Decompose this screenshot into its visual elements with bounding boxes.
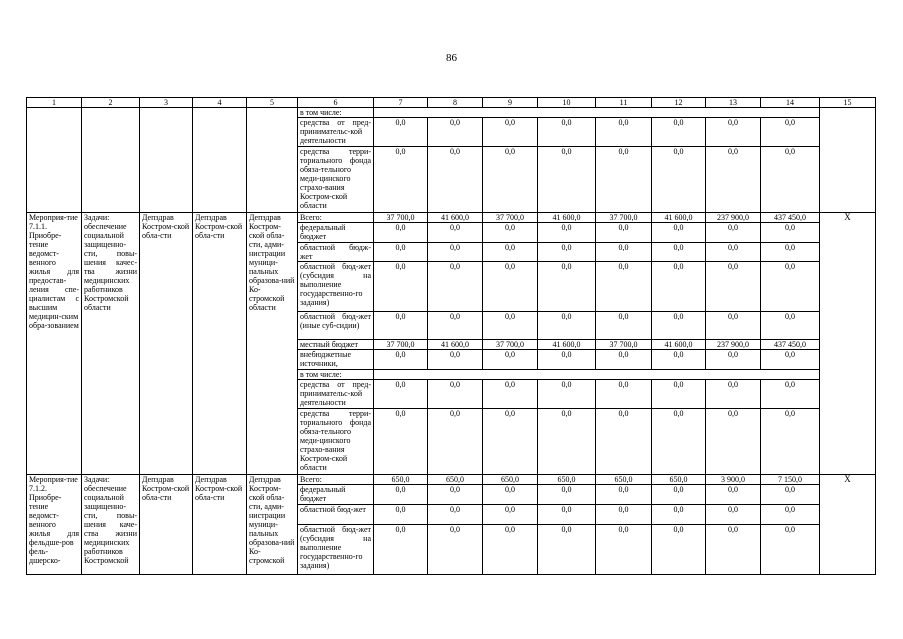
column-header-9: 9	[483, 98, 538, 108]
cont-row0-values-empty	[374, 108, 820, 118]
column-header-2: 2	[82, 98, 140, 108]
block1-row1-col14-value: 0,0	[761, 223, 820, 243]
block1-row6-col12-value: 0,0	[652, 350, 706, 370]
block2-row2-col11-value: 0,0	[596, 505, 652, 525]
block1-row5-col7-value: 37 700,0	[374, 340, 428, 350]
co-executor: Депздрав Костром-ской обла-сти	[193, 475, 247, 575]
block1-row0-col12-value: 41 600,0	[652, 213, 706, 223]
block2-row1-col12-value: 0,0	[652, 485, 706, 505]
block1-row0-col14-value: 437 450,0	[761, 213, 820, 223]
source-label: областной бюд-жет (субсидия на выполнение государственно-го задания)	[298, 262, 374, 312]
block2-row3-col11-value: 0,0	[596, 525, 652, 575]
block1-row0-col8-value: 41 600,0	[428, 213, 483, 223]
block1-row1-col8-value: 0,0	[428, 223, 483, 243]
block1-row3-col8-value: 0,0	[428, 262, 483, 312]
cont-row1-col12-value: 0,0	[652, 118, 706, 147]
block1-row5-col14-value: 437 450,0	[761, 340, 820, 350]
cont-col15-cell	[820, 108, 876, 213]
block1-row9-col8-value: 0,0	[428, 409, 483, 475]
block1-row4-col7-value: 0,0	[374, 312, 428, 340]
block2-row2-col8-value: 0,0	[428, 505, 483, 525]
block2-row3-col12-value: 0,0	[652, 525, 706, 575]
block1-row1-col9-value: 0,0	[483, 223, 538, 243]
cont-row1-col8-value: 0,0	[428, 118, 483, 147]
block1-row1-col11-value: 0,0	[596, 223, 652, 243]
cont-row1-col13-value: 0,0	[706, 118, 761, 147]
block2-row2-col14-value: 0,0	[761, 505, 820, 525]
block1-row4-col12-value: 0,0	[652, 312, 706, 340]
cont-row2-col7-value: 0,0	[374, 147, 428, 213]
block1-row1-col7-value: 0,0	[374, 223, 428, 243]
block1-row2-col10-value: 0,0	[538, 243, 596, 262]
block2-row3-col10-value: 0,0	[538, 525, 596, 575]
block2-row1-col9-value: 0,0	[483, 485, 538, 505]
cont-row2-col9-value: 0,0	[483, 147, 538, 213]
block1-row3-col10-value: 0,0	[538, 262, 596, 312]
mark-x: X	[820, 475, 876, 575]
source-label: в том числе:	[298, 370, 374, 380]
activity-name: Мероприя-тие 7.1.2. Приобре-тение ведомст-венного жилья для фельдше-ров фель-дшерско-	[27, 475, 82, 575]
block1-row6-col9-value: 0,0	[483, 350, 538, 370]
block1-row3-col13-value: 0,0	[706, 262, 761, 312]
block2-row2-col13-value: 0,0	[706, 505, 761, 525]
cont-row1-col10-value: 0,0	[538, 118, 596, 147]
block1-row0-col13-value: 237 900,0	[706, 213, 761, 223]
block1-row1-col12-value: 0,0	[652, 223, 706, 243]
block2-row1-col11-value: 0,0	[596, 485, 652, 505]
block2-row2-col12-value: 0,0	[652, 505, 706, 525]
block2-row1-col7-value: 0,0	[374, 485, 428, 505]
cont-row1-col7-value: 0,0	[374, 118, 428, 147]
block1-row9-col10-value: 0,0	[538, 409, 596, 475]
block1-row6-col7-value: 0,0	[374, 350, 428, 370]
block1-row0-col7-value: 37 700,0	[374, 213, 428, 223]
block2-row0-col9-value: 650,0	[483, 475, 538, 485]
page-number: 86	[446, 52, 457, 64]
block1-row5-col11-value: 37 700,0	[596, 340, 652, 350]
block2-row1-col14-value: 0,0	[761, 485, 820, 505]
block1-row9-col12-value: 0,0	[652, 409, 706, 475]
block1-row9-col7-value: 0,0	[374, 409, 428, 475]
source-label: средства от пред-принимательс-кой деятельности	[298, 118, 374, 147]
block1-row4-col9-value: 0,0	[483, 312, 538, 340]
block1-row4-col14-value: 0,0	[761, 312, 820, 340]
cont-row1-col9-value: 0,0	[483, 118, 538, 147]
block1-row3-col11-value: 0,0	[596, 262, 652, 312]
cont-col2-cell	[82, 108, 140, 213]
source-label: средства терри-ториального фонда обяза-тельного меди-цинского страхо-вания Костром-ской области	[298, 147, 374, 213]
block2-row1-col10-value: 0,0	[538, 485, 596, 505]
block1-row9-col9-value: 0,0	[483, 409, 538, 475]
cont-row2-col13-value: 0,0	[706, 147, 761, 213]
co-executor: Депздрав Костром-ской обла-сти	[193, 213, 247, 475]
block2-row3-col14-value: 0,0	[761, 525, 820, 575]
column-header-13: 13	[706, 98, 761, 108]
continuation-row	[27, 108, 876, 118]
block2-row2-col7-value: 0,0	[374, 505, 428, 525]
column-header-5: 5	[247, 98, 298, 108]
block2-row1-col8-value: 0,0	[428, 485, 483, 505]
budget-table	[26, 97, 876, 575]
block1-row	[27, 213, 876, 223]
block1-row4-col8-value: 0,0	[428, 312, 483, 340]
column-header-1: 1	[27, 98, 82, 108]
block1-row3-col9-value: 0,0	[483, 262, 538, 312]
block1-row8-col14-value: 0,0	[761, 380, 820, 409]
block2-row0-col11-value: 650,0	[596, 475, 652, 485]
source-label: средства терри-ториального фонда обяза-тельного меди-цинского страхо-вания Костром-ской области	[298, 409, 374, 475]
block1-row1-col13-value: 0,0	[706, 223, 761, 243]
source-label: областной бюд-жет (иные суб-сидии)	[298, 312, 374, 340]
block1-row3-col14-value: 0,0	[761, 262, 820, 312]
cont-row1-col14-value: 0,0	[761, 118, 820, 147]
block2-row0-col13-value: 3 900,0	[706, 475, 761, 485]
block1-row8-col13-value: 0,0	[706, 380, 761, 409]
column-header-3: 3	[140, 98, 193, 108]
column-header-14: 14	[761, 98, 820, 108]
block1-row7-values-empty	[374, 370, 820, 380]
block1-row3-col7-value: 0,0	[374, 262, 428, 312]
block1-row2-col14-value: 0,0	[761, 243, 820, 262]
cont-col4-cell	[193, 108, 247, 213]
cont-row1-col11-value: 0,0	[596, 118, 652, 147]
block1-row2-col12-value: 0,0	[652, 243, 706, 262]
block1-row0-col11-value: 37 700,0	[596, 213, 652, 223]
source-label: областной бюдж-жет	[298, 243, 374, 262]
block1-row8-col7-value: 0,0	[374, 380, 428, 409]
block2-row3-col13-value: 0,0	[706, 525, 761, 575]
column-header-8: 8	[428, 98, 483, 108]
block2-row3-col9-value: 0,0	[483, 525, 538, 575]
activity-task: Задачи: обеспечение социальной защищенно-сти, повы-шения качес-тва жизни медицинских работников Костромской области	[82, 213, 140, 475]
cont-col5-cell	[247, 108, 298, 213]
block2-row0-col8-value: 650,0	[428, 475, 483, 485]
block2-row0-col10-value: 650,0	[538, 475, 596, 485]
source-label: местный бюджет	[298, 340, 374, 350]
block1-row8-col9-value: 0,0	[483, 380, 538, 409]
block1-row3-col12-value: 0,0	[652, 262, 706, 312]
block1-row2-col7-value: 0,0	[374, 243, 428, 262]
cont-col1-cell	[27, 108, 82, 213]
source-label: в том числе:	[298, 108, 374, 118]
block1-row2-col8-value: 0,0	[428, 243, 483, 262]
participants: Депздрав Костром-ской обла-сти, адми-нистрации муници-пальных образова-ний Ко-стромской области	[247, 213, 298, 475]
source-label: федеральный бюджет	[298, 223, 374, 243]
block2-row2-col9-value: 0,0	[483, 505, 538, 525]
participants: Депздрав Костром-ской обла-сти, адми-нистрации муници-пальных образова-ний Ко-стромской	[247, 475, 298, 575]
column-header-7: 7	[374, 98, 428, 108]
block1-row0-col10-value: 41 600,0	[538, 213, 596, 223]
block1-row5-col9-value: 37 700,0	[483, 340, 538, 350]
block1-row2-col9-value: 0,0	[483, 243, 538, 262]
block1-row6-col11-value: 0,0	[596, 350, 652, 370]
column-header-10: 10	[538, 98, 596, 108]
block1-row2-col11-value: 0,0	[596, 243, 652, 262]
block1-row0-col9-value: 37 700,0	[483, 213, 538, 223]
source-label: Всего:	[298, 213, 374, 223]
source-label: Всего:	[298, 475, 374, 485]
block1-row8-col10-value: 0,0	[538, 380, 596, 409]
block2-row2-col10-value: 0,0	[538, 505, 596, 525]
block1-row4-col11-value: 0,0	[596, 312, 652, 340]
column-header-11: 11	[596, 98, 652, 108]
block1-row5-col8-value: 41 600,0	[428, 340, 483, 350]
cont-row2-col12-value: 0,0	[652, 147, 706, 213]
column-header-4: 4	[193, 98, 247, 108]
cont-col3-cell	[140, 108, 193, 213]
block2-row0-col7-value: 650,0	[374, 475, 428, 485]
block2-row	[27, 475, 876, 485]
block1-row4-col10-value: 0,0	[538, 312, 596, 340]
block1-row5-col13-value: 237 900,0	[706, 340, 761, 350]
block1-row8-col11-value: 0,0	[596, 380, 652, 409]
block2-row3-col7-value: 0,0	[374, 525, 428, 575]
source-label: федеральный бюджет	[298, 485, 374, 505]
block1-row9-col13-value: 0,0	[706, 409, 761, 475]
cont-row2-col10-value: 0,0	[538, 147, 596, 213]
block1-row6-col10-value: 0,0	[538, 350, 596, 370]
block1-row8-col8-value: 0,0	[428, 380, 483, 409]
block1-row5-col10-value: 41 600,0	[538, 340, 596, 350]
block2-row3-col8-value: 0,0	[428, 525, 483, 575]
block1-row1-col10-value: 0,0	[538, 223, 596, 243]
block1-row9-col14-value: 0,0	[761, 409, 820, 475]
block1-row9-col11-value: 0,0	[596, 409, 652, 475]
block2-row1-col13-value: 0,0	[706, 485, 761, 505]
header-row	[27, 98, 876, 108]
column-header-12: 12	[652, 98, 706, 108]
column-header-6: 6	[298, 98, 374, 108]
responsible-executor: Депздрав Костром-ской обла-сти	[140, 213, 193, 475]
activity-task: Задачи: обеспечение социальной защищенно-сти, повы-шения каче-ства жизни медицинских работников Костромской	[82, 475, 140, 575]
source-label: внебюджетные источники,	[298, 350, 374, 370]
activity-name: Мероприя-тие 7.1.1. Приобре-тение ведомст-венного жилья для предостав-ления спе-циалистам с высшим медицин-ским обра-зованием	[27, 213, 82, 475]
block2-row0-col12-value: 650,0	[652, 475, 706, 485]
block1-row8-col12-value: 0,0	[652, 380, 706, 409]
cont-row2-col14-value: 0,0	[761, 147, 820, 213]
block1-row2-col13-value: 0,0	[706, 243, 761, 262]
block1-row5-col12-value: 41 600,0	[652, 340, 706, 350]
block1-row4-col13-value: 0,0	[706, 312, 761, 340]
mark-x: X	[820, 213, 876, 475]
source-label: средства от пред-принимательс-кой деятельности	[298, 380, 374, 409]
responsible-executor: Депздрав Костром-ской обла-сти	[140, 475, 193, 575]
block2-row0-col14-value: 7 150,0	[761, 475, 820, 485]
block1-row6-col8-value: 0,0	[428, 350, 483, 370]
column-header-15: 15	[820, 98, 876, 108]
block1-row6-col13-value: 0,0	[706, 350, 761, 370]
block1-row6-col14-value: 0,0	[761, 350, 820, 370]
source-label: областной бюд-жет (субсидия на выполнение государственно-го задания)	[298, 525, 374, 575]
source-label: областной бюд-жет	[298, 505, 374, 525]
cont-row2-col11-value: 0,0	[596, 147, 652, 213]
cont-row2-col8-value: 0,0	[428, 147, 483, 213]
